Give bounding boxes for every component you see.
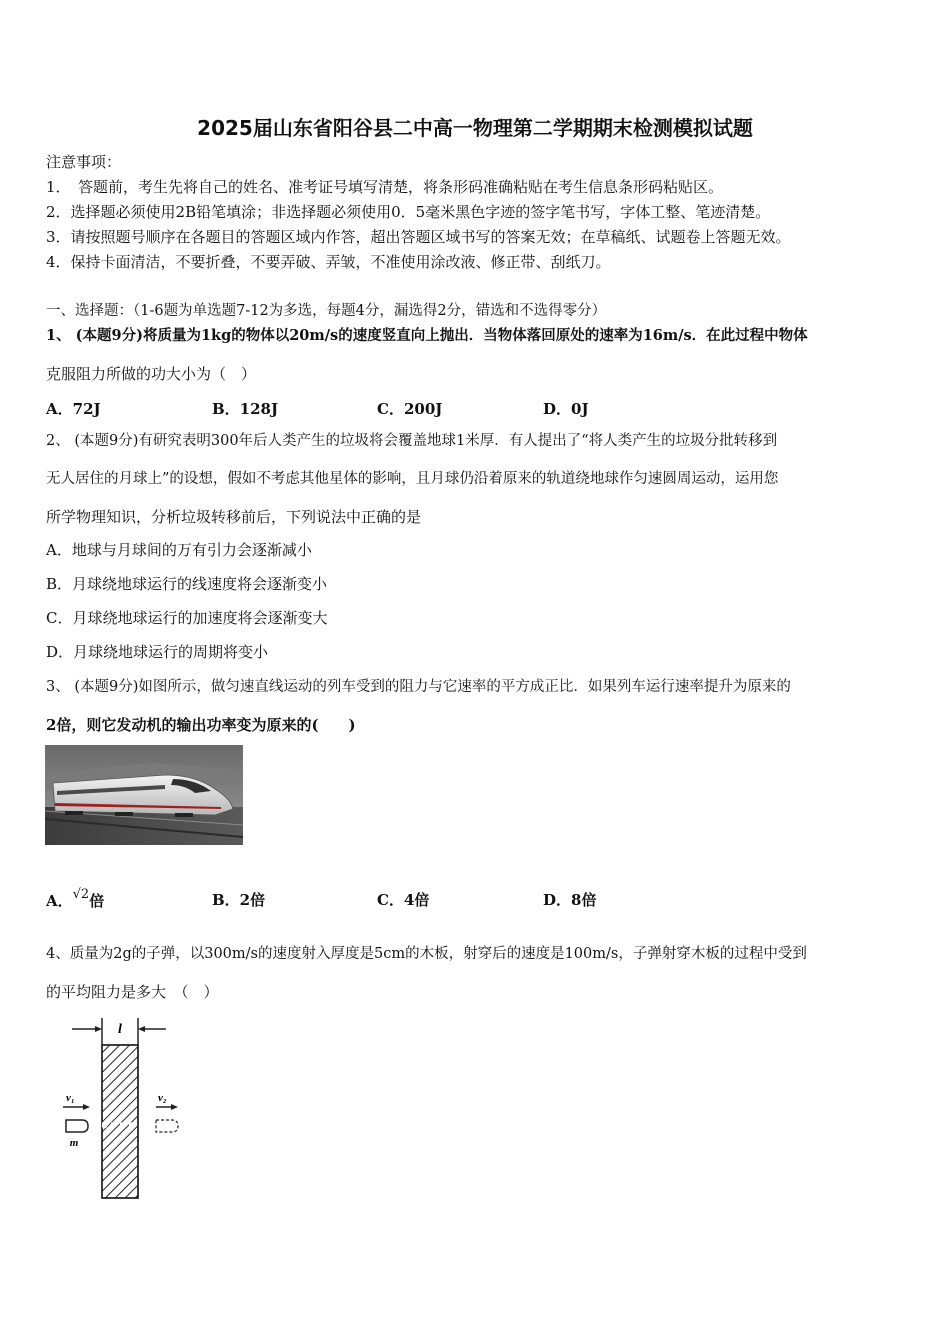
v1-label: v₁ xyxy=(66,1092,75,1104)
mass-label: m xyxy=(69,1137,79,1149)
question-3-option-b: B．2倍 xyxy=(212,891,266,909)
question-4-line-2: 的平均阻力是多大 （ ） xyxy=(46,983,219,1001)
page-title: 2025届山东省阳谷县二中高一物理第二学期期末检测模拟试题 xyxy=(197,116,753,140)
bullet-board-diagram xyxy=(50,1015,190,1205)
question-1-line-1: 1、 (本题9分)将质量为1kg的物体以20m/s的速度竖直向上抛出．当物体落回原处的速率为16m/s．在此过程中物体 xyxy=(46,327,808,344)
notice-item: 2．选择题必须使用2B铅笔填涂；非选择题必须使用0．5毫米黑色字迹的签字笔书写，字体工整、笔迹清楚。 xyxy=(46,203,771,221)
question-1-option-a: A．72J xyxy=(46,400,101,418)
notice-item: 1． 答题前，考生先将自己的姓名、准考证号填写清楚，将条形码准确粘贴在考生信息条形码粘贴区。 xyxy=(46,178,724,196)
question-2-option-a: A．地球与月球间的万有引力会逐渐减小 xyxy=(46,541,312,559)
question-4-line-1: 4、质量为2g的子弹，以300m/s的速度射入厚度是5cm的木板，射穿后的速度是100m/s，子弹射穿木板的过程中受到 xyxy=(46,946,807,962)
thickness-label: l xyxy=(118,1022,122,1037)
question-2-option-d: D．月球绕地球运行的周期将变小 xyxy=(46,643,269,661)
notice-heading: 注意事项： xyxy=(46,153,122,171)
question-1-option-c: C．200J xyxy=(377,400,443,418)
sqrt-two: √2 xyxy=(72,887,90,902)
option-a-suffix: 倍 xyxy=(89,892,105,910)
question-3-line-1: 3、 (本题9分)如图所示，做匀速直线运动的列车受到的阻力与它速率的平方成正比．如果列车运行速率提升为原来的 xyxy=(46,679,791,695)
question-3-option-d: D．8倍 xyxy=(543,891,597,909)
question-1-option-d: D．0J xyxy=(543,400,589,418)
question-3-line-2: 2倍，则它发动机的输出功率变为原来的( ) xyxy=(46,716,356,734)
notice-item: 4．保持卡面清洁，不要折叠，不要弄破、弄皱，不准使用涂改液、修正带、刮纸刀。 xyxy=(46,253,611,271)
train-photo xyxy=(45,745,243,845)
question-2-option-c: C．月球绕地球运行的加速度将会逐渐变大 xyxy=(46,609,328,627)
option-a-prefix: A． xyxy=(46,892,73,910)
question-3-option-a xyxy=(46,889,104,911)
question-2-option-b: B．月球绕地球运行的线速度将会逐渐变小 xyxy=(46,575,328,593)
notice-item: 3．请按照题号顺序在各题目的答题区域内作答，超出答题区域书写的答案无效；在草稿纸、试题卷上答题无效。 xyxy=(46,228,791,246)
question-3-option-c: C．4倍 xyxy=(377,891,430,909)
question-2-line-1: 2、 (本题9分)有研究表明300年后人类产生的垃圾将会覆盖地球1米厚．有人提出了“将人类产生的垃圾分批转移到 xyxy=(46,433,778,449)
v2-label: v₂ xyxy=(158,1092,167,1104)
question-2-line-3: 所学物理知识，分析垃圾转移前后，下列说法中正确的是 xyxy=(46,508,422,526)
section-heading: 一、选择题：（1-6题为单选题7-12为多选，每题4分，漏选得2分，错选和不选得零分） xyxy=(46,303,607,319)
question-1-option-b: B．128J xyxy=(212,400,279,418)
question-2-line-2: 无人居住的月球上”的设想，假如不考虑其他星体的影响，且月球仍沿着原来的轨道绕地球作匀速圆周运动，运用您 xyxy=(46,471,779,487)
question-1-line-2: 克服阻力所做的功大小为（ ） xyxy=(46,365,257,383)
